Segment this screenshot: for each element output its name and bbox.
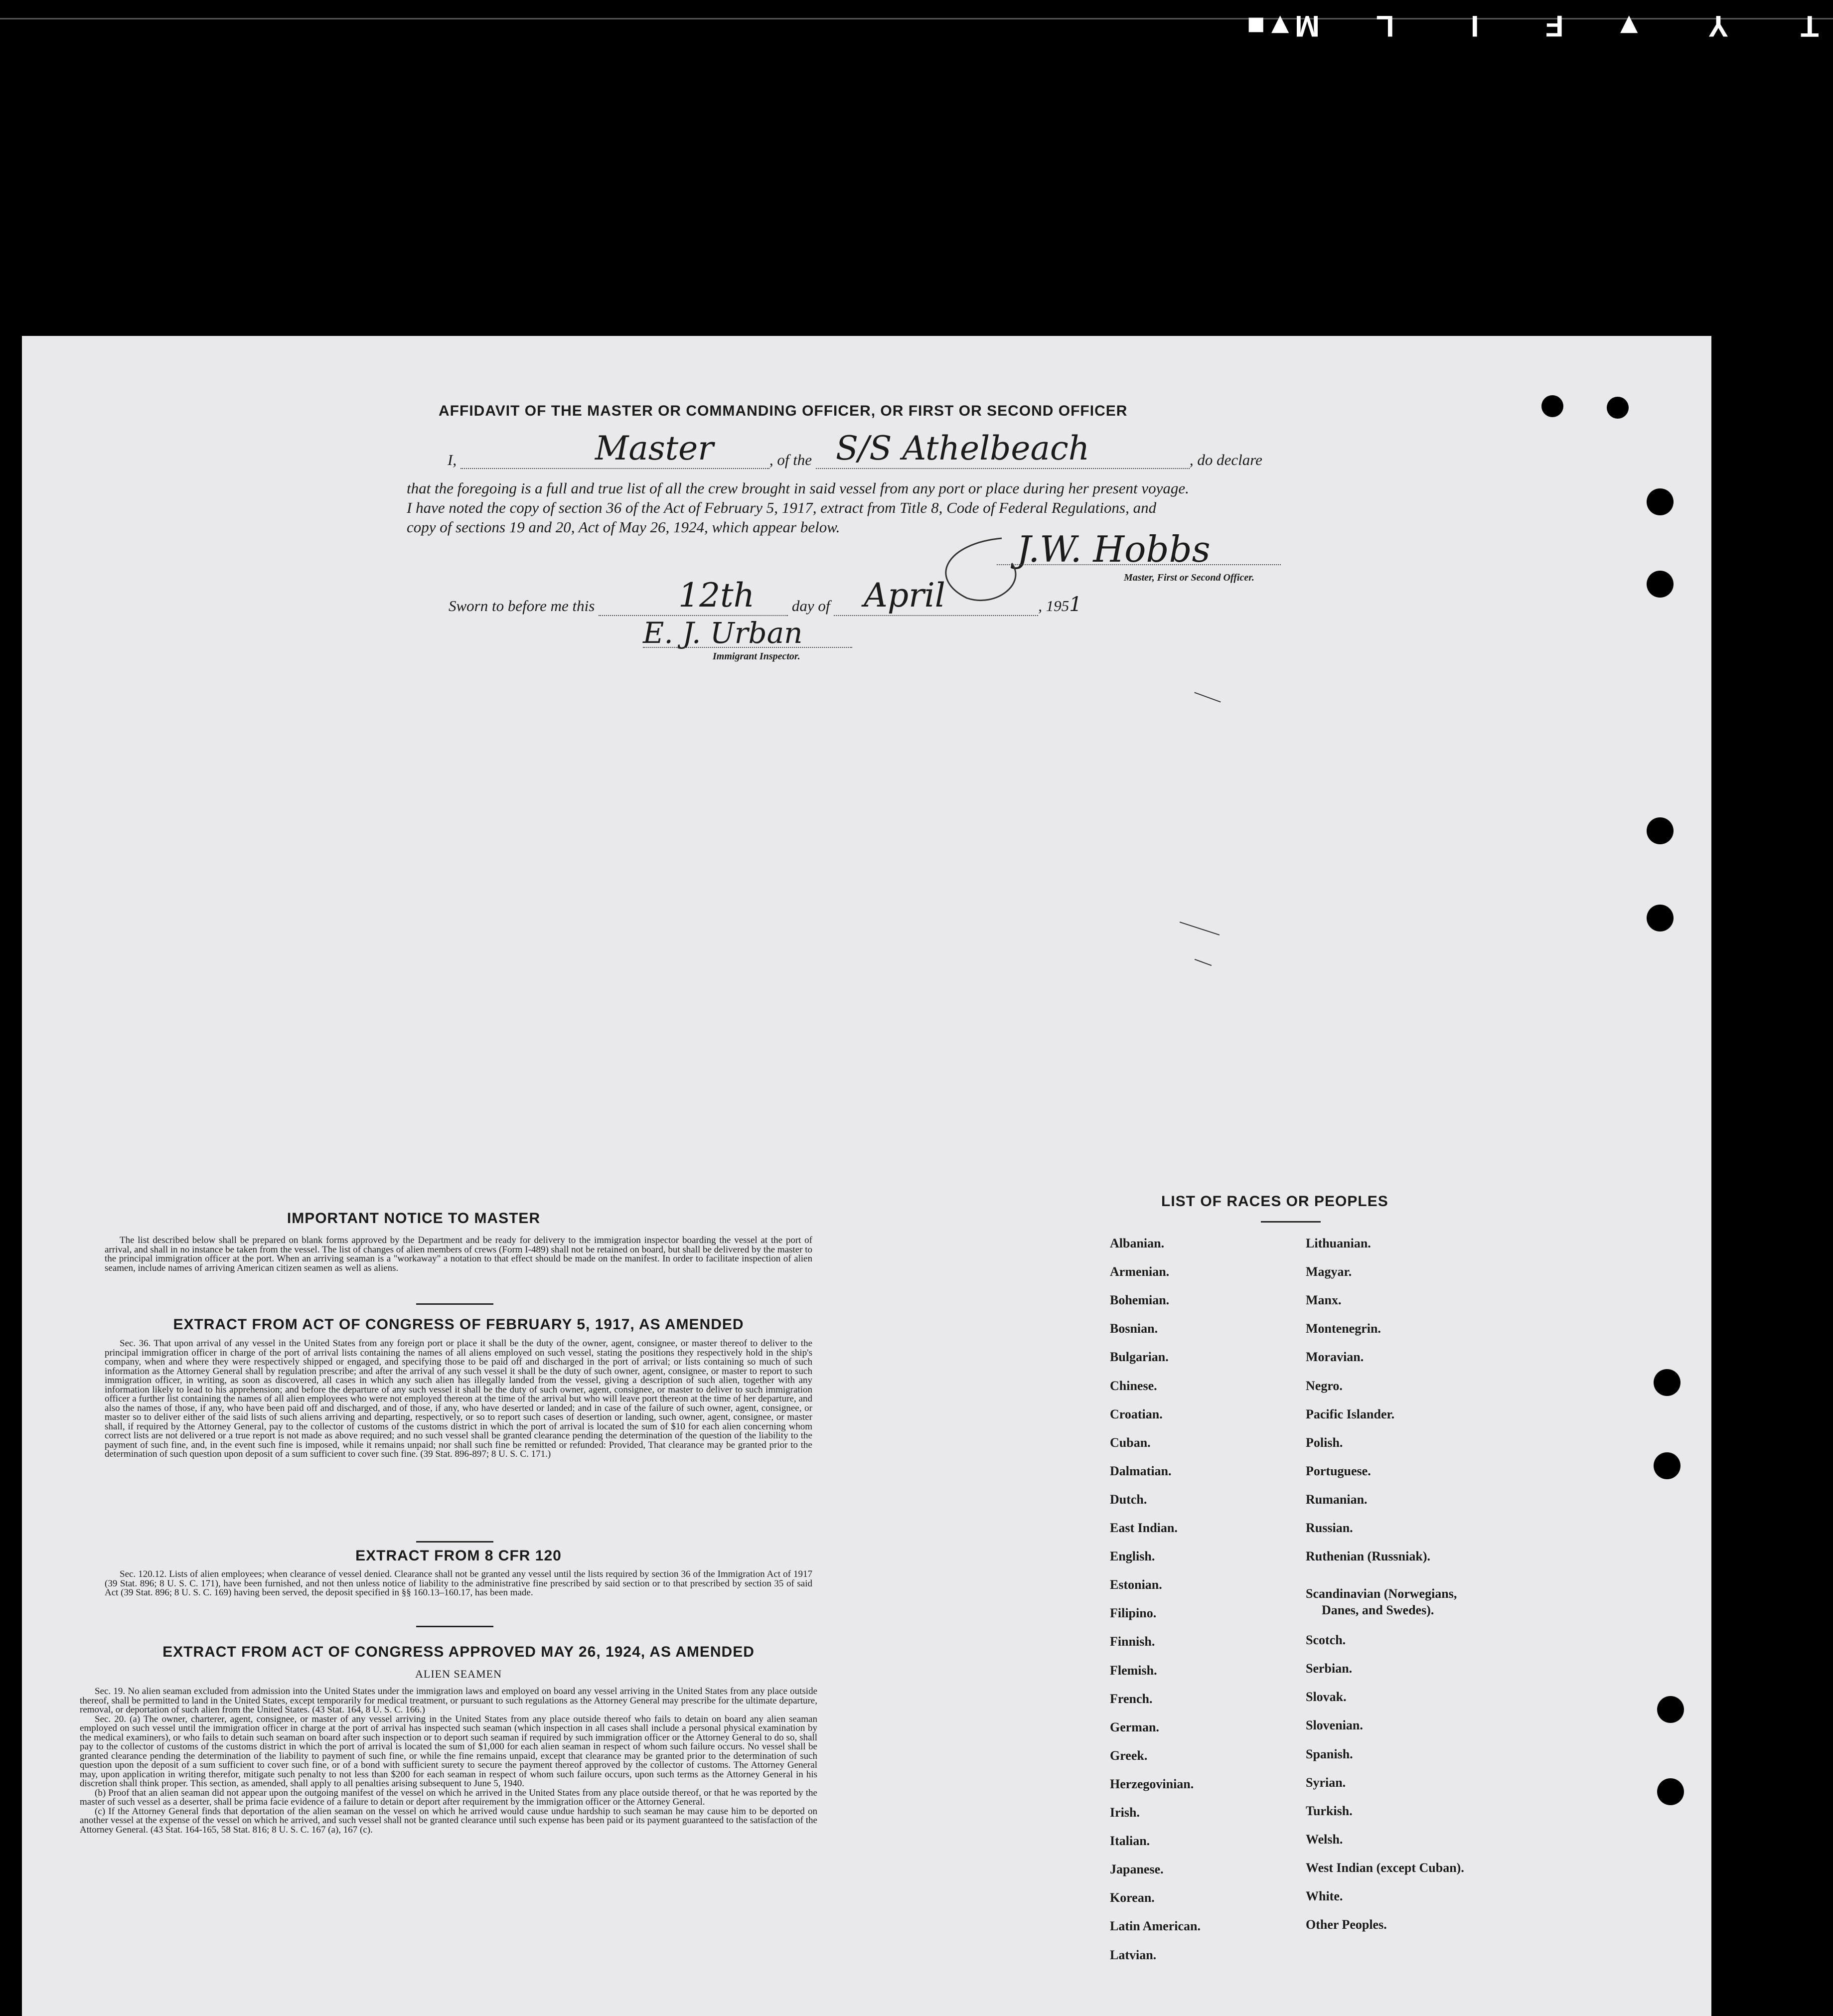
race-item: Spanish. — [1306, 1746, 1353, 1761]
race-item: Irish. — [1110, 1805, 1140, 1820]
do-declare-label: , do declare — [1189, 451, 1262, 468]
race-item: Scandinavian (Norwegians, — [1306, 1586, 1457, 1601]
film-letter: T — [1801, 9, 1819, 43]
race-item: Dalmatian. — [1110, 1463, 1172, 1478]
film-letter: L — [1376, 9, 1394, 43]
race-item: Italian. — [1110, 1834, 1150, 1849]
race-item: Russian. — [1306, 1521, 1353, 1535]
title-field — [460, 429, 769, 469]
race-item: Scotch. — [1306, 1633, 1346, 1648]
race-item: Serbian. — [1306, 1661, 1353, 1676]
sworn-label: Sworn to before me this — [449, 597, 595, 615]
punch-hole — [1657, 1696, 1684, 1723]
affidavit-declare-line — [448, 429, 1262, 469]
handwritten-month: April — [864, 576, 945, 615]
race-item: Cuban. — [1110, 1435, 1151, 1450]
punch-hole — [1541, 395, 1563, 417]
square-icon: ■ — [1246, 9, 1265, 43]
master-caption: Master, First or Second Officer. — [1124, 572, 1254, 583]
film-letter: F — [1545, 9, 1564, 43]
races-title: LIST OF RACES OR PEOPLES — [1161, 1193, 1388, 1210]
extract-1924-subtitle: ALIEN SEAMEN — [415, 1668, 502, 1680]
race-item: Slovenian. — [1306, 1718, 1363, 1733]
year-label: , 195 — [1038, 597, 1069, 615]
day-of-label: day of — [791, 597, 830, 615]
race-item: Latvian. — [1110, 1947, 1157, 1962]
inspector-signature-line — [643, 646, 852, 648]
affidavit-text-line: copy of sections 19 and 20, Act of May 26, 1924, which appear below. — [407, 518, 840, 536]
race-item: Korean. — [1110, 1890, 1155, 1905]
race-item: Latin American. — [1110, 1919, 1201, 1934]
triangle-icon: ▼ — [1265, 9, 1295, 43]
race-item: Albanian. — [1110, 1236, 1165, 1250]
section-divider — [1261, 1221, 1321, 1223]
punch-hole — [1654, 1452, 1680, 1479]
handwritten-day: 12th — [678, 576, 755, 615]
race-item: Manx. — [1306, 1293, 1342, 1308]
notice-title: IMPORTANT NOTICE TO MASTER — [287, 1210, 541, 1227]
race-item: Dutch. — [1110, 1492, 1147, 1507]
section-divider — [416, 1303, 493, 1305]
race-item: Polish. — [1306, 1435, 1343, 1450]
race-item: Magyar. — [1306, 1264, 1352, 1279]
section-divider — [416, 1541, 493, 1543]
race-item: White. — [1306, 1889, 1343, 1903]
race-item: Chinese. — [1110, 1378, 1157, 1393]
extract-cfr-text: Sec. 120.12. Lists of alien employees; when clearance of vessel denied. Clearance shall not be granted any vessel until the lists required by section 36 of the Immigration Act of 1917 (39 Stat. 896; 8 U. S. C. 171), have been furnished, and not then unless notice of liability to the administrative fine prescribed by said section or to that prescribed by section 35 of said Act (39 Stat. 896; 8 U. S. C. 169) having been served, the deposit specified in §§ 160.13–160.17, has been made. — [105, 1569, 812, 1598]
inspector-caption: Immigrant Inspector. — [713, 651, 800, 662]
affidavit-title: AFFIDAVIT OF THE MASTER OR COMMANDING OFFICER, OR FIRST OR SECOND OFFICER — [439, 403, 1128, 419]
month-field — [834, 576, 1038, 616]
race-item: Greek. — [1110, 1748, 1148, 1763]
race-item: Bosnian. — [1110, 1321, 1158, 1336]
race-item: West Indian (except Cuban). — [1306, 1860, 1464, 1875]
race-item: Japanese. — [1110, 1862, 1164, 1877]
punch-hole — [1607, 397, 1629, 419]
race-item: East Indian. — [1110, 1521, 1178, 1535]
section-divider — [416, 1626, 493, 1627]
race-item: Danes, and Swedes). — [1322, 1603, 1434, 1618]
race-item: Negro. — [1306, 1378, 1343, 1393]
day-field — [599, 576, 788, 616]
inspector-signature: E. J. Urban — [643, 616, 803, 650]
triangle-icon: ▼ — [1614, 9, 1644, 43]
film-letter: Y — [1708, 9, 1728, 43]
race-item: Croatian. — [1110, 1406, 1163, 1421]
i-label: I, — [448, 451, 457, 468]
film-strip-header — [1235, 0, 1833, 43]
extract-cfr-title: EXTRACT FROM 8 CFR 120 — [355, 1548, 562, 1564]
sworn-line — [449, 576, 1082, 616]
race-item: Rumanian. — [1306, 1492, 1368, 1507]
race-item: Montenegrin. — [1306, 1321, 1381, 1336]
master-signature: J.W. Hobbs — [1017, 528, 1211, 570]
race-item: Other Peoples. — [1306, 1917, 1387, 1932]
race-item: Estonian. — [1110, 1577, 1162, 1592]
race-item: Bohemian. — [1110, 1293, 1170, 1308]
handwritten-title: Master — [595, 429, 714, 467]
race-item: Welsh. — [1306, 1832, 1343, 1847]
race-item: Lithuanian. — [1306, 1236, 1371, 1250]
race-item: Syrian. — [1306, 1775, 1346, 1790]
extract-1924-title: EXTRACT FROM ACT OF CONGRESS APPROVED MAY 26, 1924, AS AMENDED — [162, 1644, 755, 1660]
race-item: Moravian. — [1306, 1350, 1364, 1365]
race-item: Turkish. — [1306, 1803, 1353, 1818]
punch-hole — [1647, 905, 1674, 931]
race-item: Finnish. — [1110, 1634, 1155, 1649]
handwritten-year: 1 — [1069, 593, 1082, 616]
punch-hole — [1654, 1369, 1680, 1396]
handwritten-vessel: S/S Athelbeach — [835, 429, 1090, 467]
race-item: Ruthenian (Russniak). — [1306, 1549, 1430, 1564]
race-item: Flemish. — [1110, 1663, 1157, 1678]
race-item: Filipino. — [1110, 1606, 1157, 1621]
punch-hole — [1647, 571, 1674, 598]
punch-hole — [1657, 1778, 1684, 1805]
affidavit-text-line: I have noted the copy of section 36 of the Act of February 5, 1917, extract from Title 8, Code of Federal Regulations, and — [407, 499, 1157, 516]
race-item: French. — [1110, 1691, 1153, 1706]
notice-text: The list described below shall be prepared on blank forms approved by the Department and be ready for delivery to the immigration inspector boarding the vessel at the port of arrival, and shall in no instance be taken from the vessel. The list of changes of alien members of crews (Form I-489) shall not be retained on board, but shall be delivered by the master to the principal immigration officer at the port. When an arriving seaman is a "workaway" a notation to that effect should be made on the manifest. In order to facilitate inspection of alien seamen, include names of arriving American citizen seamen as well as aliens. — [105, 1235, 812, 1273]
punch-hole — [1647, 488, 1674, 515]
race-item: German. — [1110, 1719, 1159, 1734]
film-letter: I — [1471, 9, 1479, 43]
of-the-label: , of the — [769, 451, 812, 468]
race-item: Pacific Islander. — [1306, 1406, 1395, 1421]
race-item: Herzegovinian. — [1110, 1776, 1194, 1791]
punch-hole — [1647, 817, 1674, 844]
film-letter: M — [1295, 9, 1320, 43]
race-item: Portuguese. — [1306, 1463, 1371, 1478]
extract-1917-text: Sec. 36. That upon arrival of any vessel in the United States from any foreign port or place it shall be the duty of the owner, agent, consignee, or master thereof to deliver to the principal immigration officer in charge of the port of arrival lists containing the names of all aliens employed on such vessel, stating the positions they respectively hold in the ship's company, when and where they were respectively shipped or engaged, and specifying those to be paid off and discharged in the port of arrival; or lists containing so much of such information as the Attorney General shall by regulation prescribe; and after the arrival of any such vessel it shall be the duty of such owner, agent, consignee, or master to report to such immigration officer, in writing, as soon as discovered, all cases in which any such alien has illegally landed from the vessel, giving a description of such alien, together with any information likely to lead to his apprehension; and before the departure of any such vessel it shall be the duty of such owner, agent, consignee, or master to deliver to such immigration officer a further list containing the names of all alien employees who were not employed thereon at the time of the arrival but who will leave port thereon at the time of her departure, and also the names of those, if any, who have been paid off and discharged, and of those, if any, who have deserted or landed; and in case of the failure of such owner, agent, consignee, or master so to deliver either of the said lists of such aliens arriving and departing, respectively, or so to report such cases of desertion or landing, such owner, agent, consignee, or master shall, if required by the Attorney General, pay to the collector of customs of the customs district in which the port of arrival is located the sum of $10 for each alien concerning whom correct lists are not delivered or a true report is not made as above required; and no such vessel shall be granted clearance pending the determination of the question of the liability to the payment of such fine, and, in the event such fine is imposed, while it remains unpaid; nor shall such fine be remitted or refunded: Provided, That clearance may be granted prior to the determination of such question upon deposit of a sum sufficient to cover such fine. (39 Stat. 896-897; 8 U. S. C. 171.) — [105, 1338, 812, 1459]
race-item: Armenian. — [1110, 1264, 1170, 1279]
race-item: Bulgarian. — [1110, 1350, 1169, 1365]
race-item: English. — [1110, 1549, 1155, 1564]
affidavit-text-line: that the foregoing is a full and true list of all the crew brought in said vessel from any port or place during her present voyage. — [407, 479, 1189, 497]
vessel-field — [816, 429, 1190, 469]
race-item: Slovak. — [1306, 1690, 1347, 1705]
master-signature-line — [997, 563, 1281, 565]
extract-1924-text: Sec. 19. No alien seaman excluded from admission into the United States under the immigration laws and employed on board any vessel arriving in the United States from any place outside thereof, shall be permitted to land in the United States, except temporarily for medical treatment, or pursuant to such regulations as the Attorney General may prescribe for the ultimate departure, removal, or deportation of such alien from the United States. (43 Stat. 164, 8 U. S. C. 166.) Sec. 20. (a) The owner, charterer, agent, consignee, or master of any vessel arriving in the United States from any place outside thereof who fails to detain on board any alien seaman employed on such vessel until the immigration officer in charge at the port of arrival has inspected such seaman (which inspection in all cases shall include a personal physical examination by the medical examiners), or who fails to detain such seaman on board after such inspection or to deport such seaman if required by such immigration officer or the Attorney General to do so, shall pay to the collector of customs of the customs district in which the port of arrival is located the sum of $1,000 for each alien seaman in respect of whom such failure occurs. No vessel shall be granted clearance pending the determination of the liability to payment of such fine, or while the fine remains unpaid, except that clearance may be granted prior to the determination of such question upon the deposit of a sum sufficient to cover such fine, or of a bond with sufficient surety to secure the payment thereof approved by the collector of customs. The Attorney General may, upon application in writing therefor, mitigate such penalty to not less than $200 for each seaman in respect of whom such failure occurs, upon such terms as the Attorney General in his discretion shall think proper. This section, as amended, shall apply to all penalties arising subsequent to June 5, 1940. (b) Proof that an alien seaman did not appear upon the outgoing manifest of the vessel on which he arrived in the United States from any place outside thereof, or that he was reported by the master of such vessel as a deserter, shall be prima facie evidence of a failure to detain or deport after requirement by the immigration officer or the Attorney General. (c) If the Attorney General finds that deportation of the alien seaman on the vessel on which he arrived would cause undue hardship to such seaman he may cause him to be deported on another vessel at the expense of the vessel on which he arrived, and such vessel shall not be granted clearance until such expense has been paid or its payment guaranteed to the satisfaction of the Attorney General. (43 Stat. 164-165, 58 Stat. 816; 8 U. S. C. 167 (a), 167 (c). — [80, 1686, 817, 1835]
extract-1917-title: EXTRACT FROM ACT OF CONGRESS OF FEBRUARY 5, 1917, AS AMENDED — [173, 1316, 744, 1333]
